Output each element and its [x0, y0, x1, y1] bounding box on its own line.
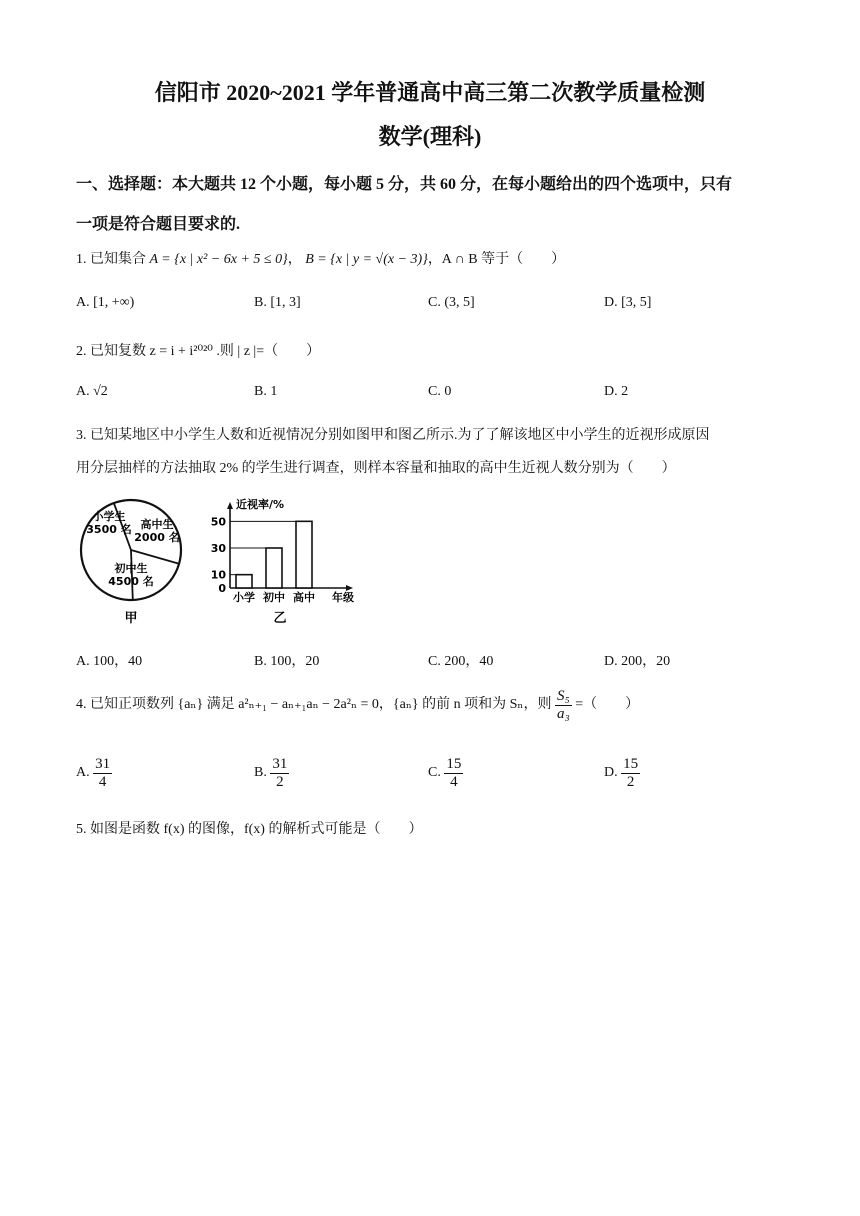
bar-初中 — [266, 548, 282, 588]
option-label: B. — [254, 765, 267, 781]
fraction-denominator: 2 — [276, 773, 284, 790]
fraction-numerator: 31 — [272, 756, 288, 772]
option-fraction — [93, 756, 112, 790]
q2-option-c: C. 0 — [428, 384, 452, 399]
fraction-denominator: 4 — [450, 773, 458, 790]
fraction-denominator: 4 — [98, 773, 107, 790]
question-number: 4. — [76, 697, 87, 713]
option-label: C. — [428, 765, 441, 781]
x-axis-label: 年级 — [332, 591, 354, 604]
fraction-s5-a3 — [555, 688, 572, 722]
question-number: 5. — [76, 822, 87, 837]
option-fraction — [270, 756, 289, 790]
pie-slice-label: 高中生 — [140, 518, 174, 531]
y-tick-label: 0 — [218, 582, 226, 595]
q1-option-d: D. [3, 5] — [604, 295, 652, 310]
y-axis-arrow — [227, 502, 233, 509]
separator: ， — [287, 252, 302, 267]
q3-option-a: A. 100，40 — [76, 654, 143, 669]
page-subtitle: 数学(理科) — [378, 124, 482, 149]
bar-小学 — [236, 575, 252, 588]
y-tick-label: 30 — [210, 542, 226, 555]
q1-option-c: C. (3, 5] — [428, 295, 475, 310]
q1-option-a: A. [1, +∞) — [76, 295, 135, 310]
question-text: 已知复数 z = i + i²⁰²⁰ .则 | z |=（ ） — [90, 344, 321, 359]
pie-slice-label: 初中生 — [114, 562, 148, 575]
q4-option-b — [254, 756, 289, 790]
q3-option-b: B. 100，20 — [254, 654, 320, 669]
question-4 — [76, 688, 639, 722]
pie-chart — [76, 494, 202, 632]
q4-option-d — [604, 756, 640, 790]
question-text: 已知正项数列 {aₙ} 满足 a²ₙ₊₁ − aₙ₊₁aₙ − 2a²ₙ = 0，{aₙ} 的前 n 项和为 Sₙ，则 — [90, 697, 552, 713]
question-ask: =（ ） — [575, 697, 640, 713]
question-1 — [76, 248, 565, 268]
question-5 — [76, 818, 422, 838]
question-3-line2: 用分层抽样的方法抽取 2% 的学生进行调查，则样本容量和抽取的高中生近视人数分别为（ ） — [76, 461, 676, 476]
q2-option-d: D. 2 — [604, 384, 629, 399]
fraction-denominator: 2 — [626, 773, 635, 790]
q3-option-c: C. 200，40 — [428, 654, 494, 669]
bar-高中 — [296, 521, 312, 588]
q3-option-d: D. 200，20 — [604, 654, 671, 669]
y-tick-label: 10 — [210, 568, 226, 582]
option-label: D. — [604, 765, 618, 781]
page-title: 信阳市 2020~2021 学年普通高中高三第二次教学质量检测 — [154, 80, 706, 105]
pie-slice-count: 2000 名 — [134, 531, 180, 544]
y-axis-label: 近视率/% — [236, 498, 285, 511]
option-label: A. — [76, 765, 90, 781]
fraction-denominator: a₃ — [556, 705, 570, 722]
pie-slices — [81, 500, 181, 600]
section-heading-line2: 一项是符合题目要求的. — [76, 216, 241, 233]
option-fraction — [444, 756, 463, 790]
question-number: 2. — [76, 344, 87, 359]
question-number: 1. — [76, 252, 87, 267]
pie-slice-label: 小学生 — [92, 510, 126, 523]
x-tick-label: 高中 — [293, 591, 315, 604]
question-text: 已知集合 — [90, 252, 146, 267]
fraction-numerator: S₅ — [556, 688, 570, 704]
pie-caption: 甲 — [124, 611, 138, 626]
question-ask: ，A ∩ B 等于（ ） — [427, 252, 566, 267]
x-tick-label: 初中 — [263, 591, 285, 604]
question-2 — [76, 340, 320, 360]
set-a: A = {x | x² − 6x + 5 ≤ 0} — [149, 252, 288, 267]
question-number: 3. — [76, 428, 87, 443]
q2-option-a: A. √2 — [76, 384, 108, 399]
fraction-numerator: 15 — [446, 756, 462, 772]
pie-slice-count: 4500 名 — [108, 575, 154, 588]
set-b: B = {x | y = √(x − 3)} — [305, 252, 428, 267]
q2-option-b: B. 1 — [254, 384, 278, 399]
fraction-numerator: 15 — [623, 756, 639, 772]
question-text: 如图是函数 f(x) 的图像，f(x) 的解析式可能是（ ） — [90, 822, 423, 837]
question-text: 已知某地区中小学生人数和近视情况分别如图甲和图乙所示.为了了解该地区中小学生的近视形成原因 — [90, 428, 710, 443]
fraction-numerator: 31 — [95, 756, 111, 772]
q4-option-c — [428, 756, 463, 790]
x-tick-label: 小学 — [233, 591, 255, 604]
question-3-line1 — [76, 424, 710, 444]
pie-slice-count: 3500 名 — [86, 523, 132, 536]
bar-marks — [211, 497, 354, 604]
y-tick-label: 50 — [210, 515, 226, 529]
section-heading-line1: 一、选择题：本大题共 12 个小题，每小题 5 分，共 60 分，在每小题给出的四个选项中，只有 — [76, 176, 733, 193]
q4-option-a — [76, 756, 112, 790]
q1-option-b: B. [1, 3] — [254, 295, 301, 310]
bar-caption: 乙 — [273, 611, 287, 626]
bar-chart — [208, 494, 368, 632]
option-fraction — [621, 756, 640, 790]
